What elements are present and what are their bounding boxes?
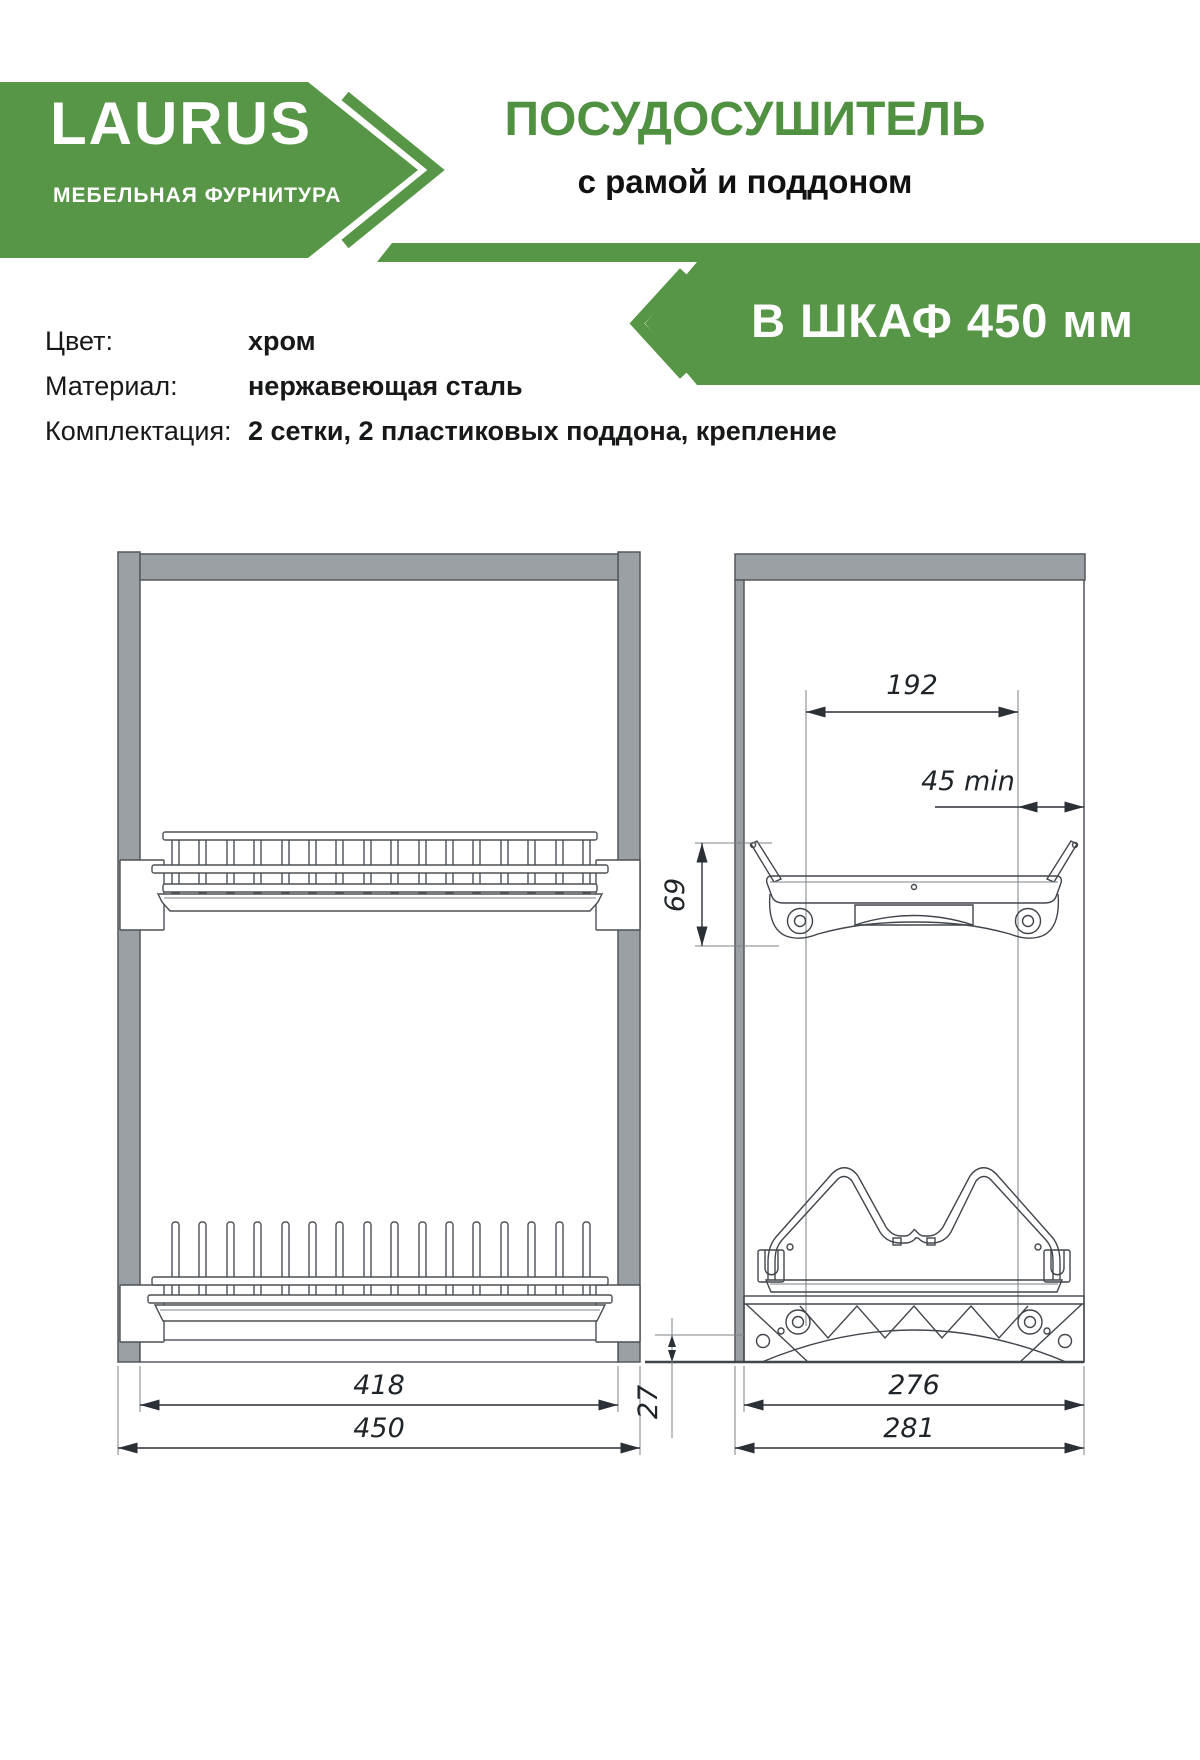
lower-plate-rack xyxy=(120,1222,640,1342)
dim-base-depth-label: 276 xyxy=(888,1370,940,1401)
spec-row-contents xyxy=(45,416,945,447)
brand-logo: LAURUS xyxy=(50,90,312,157)
spec-label-material: Материал: xyxy=(45,371,178,401)
dim-outer-width-label: 450 xyxy=(353,1413,405,1444)
product-title: ПОСУДОСУШИТЕЛЬ xyxy=(504,93,986,146)
dim-rack-depth-label: 192 xyxy=(886,670,938,701)
dim-front-gap-label: 45 min xyxy=(921,766,1015,797)
spec-label-color: Цвет: xyxy=(45,326,114,356)
dim-upper-bracket-height-label: 69 xyxy=(660,877,691,913)
dim-overall-depth-label: 281 xyxy=(883,1413,935,1444)
spec-value-contents: 2 сетки, 2 пластиковых поддона, крепление xyxy=(248,416,837,446)
spec-row-color xyxy=(45,326,945,357)
brand-tagline: МЕБЕЛЬНАЯ ФУРНИТУРА xyxy=(53,184,342,207)
side-top-panel xyxy=(735,554,1085,580)
cabinet-right-panel xyxy=(618,552,640,1362)
cabinet-left-panel xyxy=(118,552,140,1362)
dim-base-lip-height-label: 27 xyxy=(633,1384,664,1420)
side-view-drawing xyxy=(633,554,1085,1455)
spec-value-color: хром xyxy=(248,326,316,356)
cabinet-bottom-panel xyxy=(140,1340,618,1362)
cabinet-top-panel xyxy=(140,554,618,580)
side-view-dimensions xyxy=(633,670,1084,1455)
cabinet-size-banner: В ШКАФ 450 мм xyxy=(751,294,1134,347)
front-view-dimensions xyxy=(118,1366,640,1455)
lower-rack-side-profile xyxy=(758,1168,1070,1292)
spec-label-contents: Комплектация: xyxy=(45,416,232,446)
upper-cup-rack xyxy=(120,832,640,930)
spec-row-material xyxy=(45,371,945,402)
product-subtitle: с рамой и поддоном xyxy=(577,163,913,200)
base-plate-profile xyxy=(744,1296,1084,1362)
dim-inner-width-label: 418 xyxy=(353,1370,405,1401)
upper-rack-side-profile xyxy=(751,841,1078,938)
side-back-wall xyxy=(735,580,744,1362)
spec-value-material: нержавеющая сталь xyxy=(248,371,523,401)
front-view-drawing xyxy=(118,552,640,1455)
